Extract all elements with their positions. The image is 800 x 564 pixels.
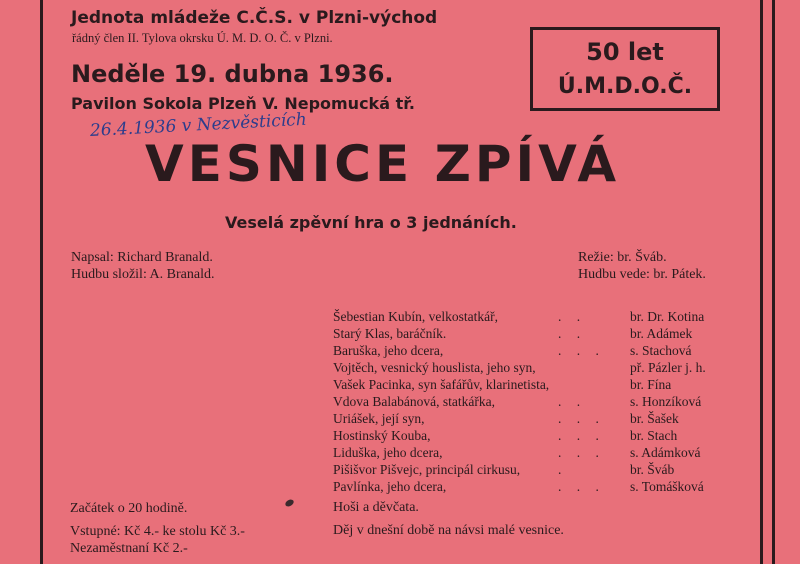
cast-actor: s. Honzíková (630, 394, 702, 409)
cast-row (333, 326, 733, 343)
cast-row (333, 309, 733, 326)
right-border-line (760, 0, 763, 564)
cast-role: Vdova Balabánová, statkářka, (333, 394, 495, 409)
cast-actor: br. Dr. Kotina (630, 309, 705, 324)
cast-actor: br. Adámek (630, 326, 693, 341)
cast-row (333, 428, 733, 445)
music-credit: Hudbu složil: A. Branald. (71, 267, 215, 282)
ink-blot (284, 498, 295, 508)
cast-role: Liduška, jeho dcera, (333, 445, 443, 460)
cast-role: Baruška, jeho dcera, (333, 343, 444, 358)
cast-row (333, 462, 733, 479)
cast-row (333, 394, 733, 411)
handwritten-note: 26.4.1936 v Nezvěsticích (89, 109, 308, 141)
extras-note: Hoši a děvčata. (333, 500, 419, 515)
cast-actor: s. Tomášková (630, 479, 704, 494)
cast-dots: . . . (558, 445, 605, 460)
cast-row (333, 360, 733, 377)
anniversary-badge (530, 27, 720, 111)
cast-role: Hostinský Kouba, (333, 428, 431, 443)
badge-line-2: Ú.M.D.O.Č. (557, 74, 693, 99)
cast-role: Vašek Pacinka, syn šafářův, klarinetista, (333, 377, 550, 392)
cast-row (333, 479, 733, 496)
cast-actor: br. Stach (630, 428, 678, 443)
setting-note: Děj v dnešní době na návsi malé vesnice. (333, 523, 564, 538)
cast-actor: br. Fína (630, 377, 672, 392)
play-subtitle: Veselá zpěvní hra o 3 jednáních. (225, 213, 517, 232)
cast-row (333, 411, 733, 428)
music-director-credit: Hudbu vede: br. Pátek. (578, 267, 706, 282)
cast-role: Pišišvor Pišvejc, principál cirkusu, (333, 462, 521, 477)
cast-dots: . . . (558, 343, 605, 358)
right-edge-line (772, 0, 775, 564)
author-credit: Napsal: Richard Branald. (71, 250, 213, 265)
unemployed-price: Nezaměstnaní Kč 2.- (70, 541, 188, 556)
event-venue: Pavilon Sokola Plzeň V. Nepomucká tř. (71, 94, 415, 113)
director-credit: Režie: br. Šváb. (578, 250, 667, 265)
cast-role: Vojtěch, vesnický houslista, jeho syn, (333, 360, 536, 375)
cast-dots: . . (558, 394, 587, 409)
cast-role: Starý Klas, baráčník. (333, 326, 447, 341)
badge-line-1: 50 let (586, 38, 664, 66)
admission-price: Vstupné: Kč 4.- ke stolu Kč 3.- (70, 524, 245, 539)
cast-row (333, 445, 733, 462)
cast-role: Šebestian Kubín, velkostatkář, (333, 309, 498, 324)
cast-actor: př. Pázler j. h. (630, 360, 706, 375)
cast-actor: br. Šváb (630, 462, 675, 477)
cast-role: Uriášek, její syn, (333, 411, 425, 426)
cast-row (333, 377, 733, 394)
cast-dots: . . . (558, 428, 605, 443)
membership-line: řádný člen II. Tylova okrsku Ú. M. D. O. Č. v Plzni. (72, 31, 333, 45)
cast-dots: . . (558, 326, 587, 341)
cast-dots: . . (558, 309, 587, 324)
left-border-line (40, 0, 43, 564)
start-time: Začátek o 20 hodině. (70, 501, 188, 516)
cast-dots: . . . (558, 411, 605, 426)
cast-actor: s. Stachová (630, 343, 692, 358)
cast-actor: s. Adámková (630, 445, 701, 460)
play-title: VESNICE ZPÍVÁ (145, 135, 621, 193)
organization-heading: Jednota mládeže C.Č.S. v Plzni-východ (71, 8, 438, 28)
cast-row (333, 343, 733, 360)
event-date: Neděle 19. dubna 1936. (71, 60, 394, 88)
cast-actor: br. Šašek (630, 411, 679, 426)
cast-dots: . . . (558, 479, 605, 494)
cast-role: Pavlínka, jeho dcera, (333, 479, 447, 494)
cast-dots: . (558, 462, 568, 477)
